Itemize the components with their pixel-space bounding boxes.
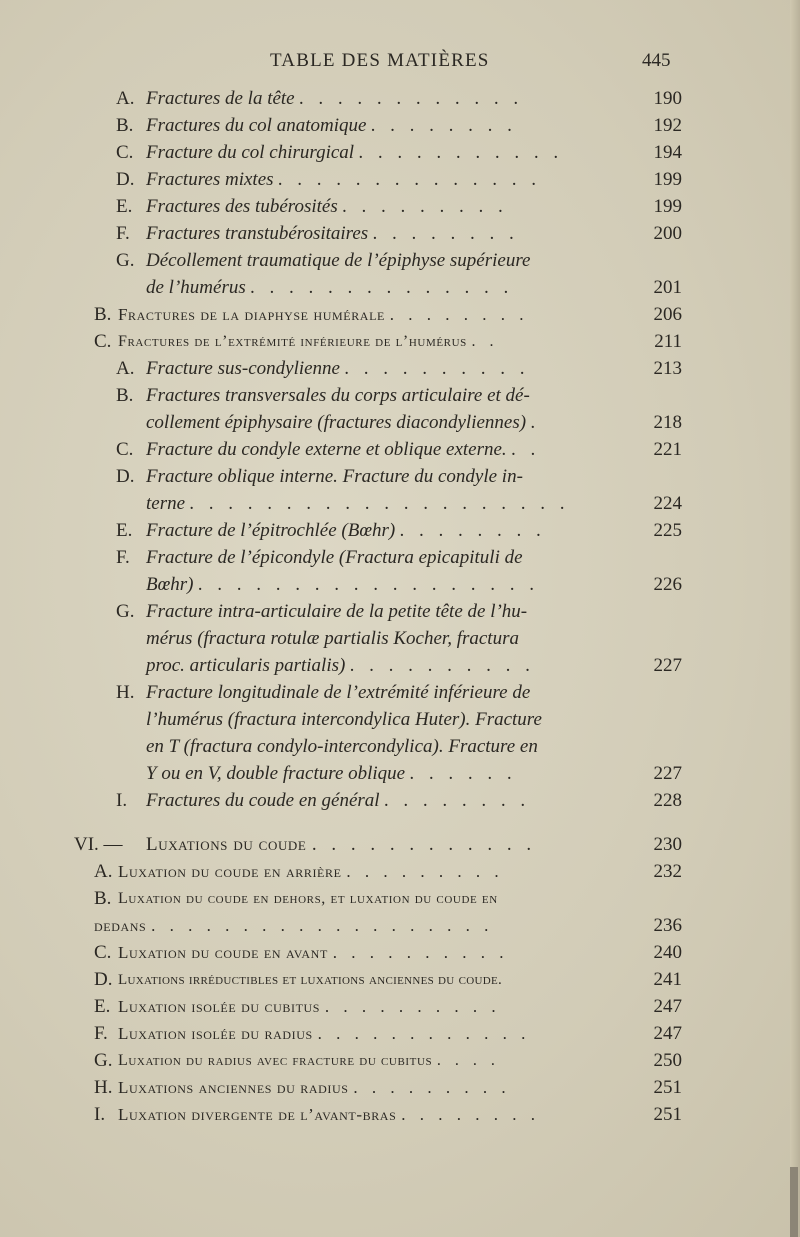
- entry-page: 225: [653, 520, 682, 541]
- entry-title: de l’humérus . . . . . . . . . . . . . .: [146, 277, 514, 298]
- toc-entry: [0, 1048, 800, 1074]
- toc-entry-continuation: [0, 626, 800, 652]
- entry-page: 240: [653, 942, 682, 963]
- leader-dots: . . . . . . . .: [371, 115, 518, 136]
- entry-title: terne . . . . . . . . . . . . . . . . . . . .: [146, 493, 571, 514]
- entry-label: B.: [116, 385, 134, 406]
- toc-entry: [0, 302, 800, 328]
- leader-dots: . . . . . . . . . .: [344, 358, 530, 379]
- entry-title: proc. articularis partialis) . . . . . . . . . .: [146, 655, 536, 676]
- entry-label: H.: [116, 682, 135, 703]
- entry-title: Fracture du col chirurgical . . . . . . . . . . .: [146, 142, 564, 163]
- entry-page: 227: [653, 655, 682, 676]
- entry-page: 232: [653, 861, 682, 882]
- entry-title: Fractures du coude en général . . . . . . . .: [146, 790, 531, 811]
- toc-entry-continuation: [0, 572, 800, 598]
- entry-title: Fracture longitudinale de l’extrémité inférieure de: [146, 682, 531, 703]
- toc-entry: [0, 788, 800, 814]
- leader-dots: . . . . . . . . . .: [332, 943, 509, 962]
- leader-dots: . . . . . . . .: [372, 223, 520, 244]
- entry-label: C.: [94, 942, 112, 963]
- leader-dots: . . . . . . . . . . . .: [311, 834, 537, 855]
- leader-dots: . .: [511, 439, 541, 460]
- entry-label: C.: [94, 331, 112, 352]
- leader-dots: . . . . . . . .: [384, 790, 531, 811]
- entry-label: E.: [116, 520, 133, 541]
- toc-entry-continuation: [0, 410, 800, 436]
- entry-title: dedans . . . . . . . . . . . . . . . . . . .: [94, 916, 494, 935]
- entry-page: 227: [653, 763, 682, 784]
- toc-entry-continuation: [0, 913, 800, 939]
- entry-title: Fractures transtubérositaires . . . . . . . .: [146, 223, 520, 244]
- leader-dots: . . . . . . . . . . .: [358, 142, 564, 163]
- entry-page: 241: [653, 969, 682, 990]
- entry-title: Luxation du coude en arrière . . . . . . . . .: [118, 862, 504, 881]
- entry-title: Fractures du col anatomique . . . . . . . .: [146, 115, 518, 136]
- toc-entry: [0, 86, 800, 112]
- leader-dots: . . . .: [436, 1052, 500, 1069]
- entry-label: E.: [116, 196, 133, 217]
- entry-page: 251: [653, 1077, 682, 1098]
- toc-entry: [0, 886, 800, 912]
- entry-title: Fractures de la diaphyse humérale . . . . . . . .: [118, 305, 529, 324]
- entry-title: Luxation du coude en dehors, et luxation du coude en: [118, 890, 498, 907]
- leader-dots: . . . . . . . .: [389, 305, 529, 324]
- running-title: TABLE DES MATIÈRES: [270, 50, 490, 71]
- entry-page: 226: [653, 574, 682, 595]
- entry-title: Fracture de l’épicondyle (Fractura epicapituli de: [146, 547, 523, 568]
- entry-label: D.: [116, 466, 135, 487]
- entry-page: 206: [653, 304, 682, 325]
- entry-title: Fracture intra-articulaire de la petite tête de l’hu-: [146, 601, 528, 622]
- leader-dots: . . . . . . . . . . . . . . . . . . .: [151, 916, 494, 935]
- toc-entry: [0, 599, 800, 625]
- entry-title: Y ou en V, double fracture oblique . . . . . .: [146, 763, 518, 784]
- toc-entry-continuation: [0, 653, 800, 679]
- entry-title: l’humérus (fractura intercondylica Huter). Fracture: [146, 709, 542, 730]
- entry-page: 224: [653, 493, 682, 514]
- entry-title: Fractures de l’extrémité inférieure de l’humérus . .: [118, 333, 499, 350]
- entry-title: Luxation du coude en avant . . . . . . . . . .: [118, 943, 509, 962]
- entry-page: 213: [653, 358, 682, 379]
- entry-title: Luxations irréductibles et luxations anciennes du coude.: [118, 972, 503, 988]
- page-edge-mark: [790, 1167, 798, 1237]
- toc-entry-continuation: [0, 275, 800, 301]
- page-number: 445: [642, 50, 671, 71]
- entry-label: B.: [94, 888, 112, 909]
- entry-label: H.: [94, 1077, 113, 1098]
- entry-page: 247: [653, 996, 682, 1017]
- toc-entry: [0, 940, 800, 966]
- section-title: Luxations du coude . . . . . . . . . . . .: [146, 834, 537, 855]
- entry-label: A.: [116, 358, 135, 379]
- leader-dots: . . . . . . . . . . . .: [299, 88, 524, 109]
- entry-label: F.: [94, 1023, 108, 1044]
- entry-title: en T (fractura condylo-intercondylica). Fracture en: [146, 736, 538, 757]
- toc-entry: [0, 356, 800, 382]
- entry-label: A.: [116, 88, 135, 109]
- entry-page: 230: [653, 834, 682, 855]
- entry-label: I.: [94, 1104, 106, 1125]
- toc-entry: [0, 167, 800, 193]
- toc-entry: [0, 140, 800, 166]
- entry-label: G.: [116, 601, 135, 622]
- toc-entry: [0, 113, 800, 139]
- entry-title: Luxation divergente de l’avant-bras . . . . . . . .: [118, 1105, 540, 1124]
- toc-entry: [0, 1021, 800, 1047]
- entry-title: Décollement traumatique de l’épiphyse supérieure: [146, 250, 531, 271]
- toc-section: [0, 832, 800, 858]
- entry-label: C.: [116, 142, 134, 163]
- entry-title: Fractures mixtes . . . . . . . . . . . . . .: [146, 169, 542, 190]
- entry-title: Luxations anciennes du radius . . . . . . . . .: [118, 1078, 511, 1097]
- entry-page: 199: [653, 169, 682, 190]
- entry-page: 228: [653, 790, 682, 811]
- entry-title: Fracture oblique interne. Fracture du condyle in-: [146, 466, 523, 487]
- toc-entry: [0, 383, 800, 409]
- entry-title: Bœhr) . . . . . . . . . . . . . . . . . .: [146, 574, 540, 595]
- entry-label: F.: [116, 223, 130, 244]
- entry-page: 199: [653, 196, 682, 217]
- entry-label: I.: [116, 790, 128, 811]
- entry-page: 247: [653, 1023, 682, 1044]
- entry-page: 200: [653, 223, 682, 244]
- entry-label: C.: [116, 439, 134, 460]
- entry-page: 218: [653, 412, 682, 433]
- toc-entry: [0, 859, 800, 885]
- toc-entry: [0, 221, 800, 247]
- entry-title: mérus (fractura rotulæ partialis Kocher, fractura: [146, 628, 519, 649]
- entry-page: 211: [654, 331, 682, 352]
- toc-entry: [0, 464, 800, 490]
- leader-dots: . . . . . . . . .: [346, 862, 504, 881]
- entry-page: 192: [653, 115, 682, 136]
- toc-entry: [0, 248, 800, 274]
- entry-title: Luxation isolée du radius . . . . . . . . . . . .: [118, 1024, 531, 1043]
- toc-entry-continuation: [0, 491, 800, 517]
- entry-title: Luxation isolée du cubitus . . . . . . . . . .: [118, 997, 501, 1016]
- leader-dots: . . . . . .: [409, 763, 518, 784]
- toc-entry: [0, 329, 800, 355]
- entry-label: A.: [94, 861, 113, 882]
- leader-dots: . . . . . . . . . .: [350, 655, 536, 676]
- toc-entry: [0, 545, 800, 571]
- toc-entry-continuation: [0, 761, 800, 787]
- entry-page: 201: [653, 277, 682, 298]
- leader-dots: . . . . . . . . . . . . . . . . . . . .: [189, 493, 571, 514]
- page-edge: [790, 0, 800, 1237]
- entry-page: 250: [653, 1050, 682, 1071]
- leader-dots: . . . . . . . . . .: [324, 997, 501, 1016]
- toc-entry: [0, 518, 800, 544]
- entry-title: Fracture du condyle externe et oblique externe. . .: [146, 439, 541, 460]
- section-label: VI. —: [74, 834, 123, 855]
- toc-entry: [0, 994, 800, 1020]
- entry-title: Luxation du radius avec fracture du cubitus . . . .: [118, 1052, 500, 1069]
- leader-dots: . . . . . . . . . . . . . .: [278, 169, 542, 190]
- entry-label: G.: [94, 1050, 113, 1071]
- entry-page: 236: [653, 915, 682, 936]
- entry-title: collement épiphysaire (fractures diacondyliennes) .: [146, 412, 541, 433]
- leader-dots: . . . . . . . .: [399, 520, 547, 541]
- toc-entry: [0, 437, 800, 463]
- entry-page: 221: [653, 439, 682, 460]
- toc-entry: [0, 967, 800, 993]
- leader-dots: . . . . . . . . .: [353, 1078, 511, 1097]
- leader-dots: . . . . . . . . .: [342, 196, 509, 217]
- entry-label: E.: [94, 996, 111, 1017]
- entry-label: F.: [116, 547, 130, 568]
- entry-page: 194: [653, 142, 682, 163]
- entry-title: Fracture sus-condylienne . . . . . . . . . .: [146, 358, 530, 379]
- entry-title: Fractures des tubérosités . . . . . . . . .: [146, 196, 509, 217]
- entry-page: 190: [653, 88, 682, 109]
- entry-title: Fracture de l’épitrochlée (Bœhr) . . . . . . . .: [146, 520, 547, 541]
- entry-page: 251: [653, 1104, 682, 1125]
- leader-dots: . . . . . . . .: [401, 1105, 540, 1124]
- toc-entry: [0, 1075, 800, 1101]
- toc-entry: [0, 680, 800, 706]
- leader-dots: . . . . . . . . . . . . . . . . . .: [198, 574, 540, 595]
- toc-entry-continuation: [0, 707, 800, 733]
- leader-dots: . .: [471, 333, 499, 350]
- entry-label: G.: [116, 250, 135, 271]
- entry-label: B.: [116, 115, 134, 136]
- toc-entry: [0, 1102, 800, 1128]
- entry-label: B.: [94, 304, 112, 325]
- toc-entry: [0, 194, 800, 220]
- entry-label: D.: [94, 969, 113, 990]
- toc-entry-continuation: [0, 734, 800, 760]
- leader-dots: . . . . . . . . . . . . . .: [250, 277, 514, 298]
- leader-dots: . . . . . . . . . . . .: [317, 1024, 531, 1043]
- leader-dots: .: [530, 412, 541, 433]
- entry-label: D.: [116, 169, 135, 190]
- entry-title: Fractures de la tête . . . . . . . . . . . .: [146, 88, 524, 109]
- page-header: [0, 50, 800, 78]
- entry-title: Fractures transversales du corps articulaire et dé-: [146, 385, 530, 406]
